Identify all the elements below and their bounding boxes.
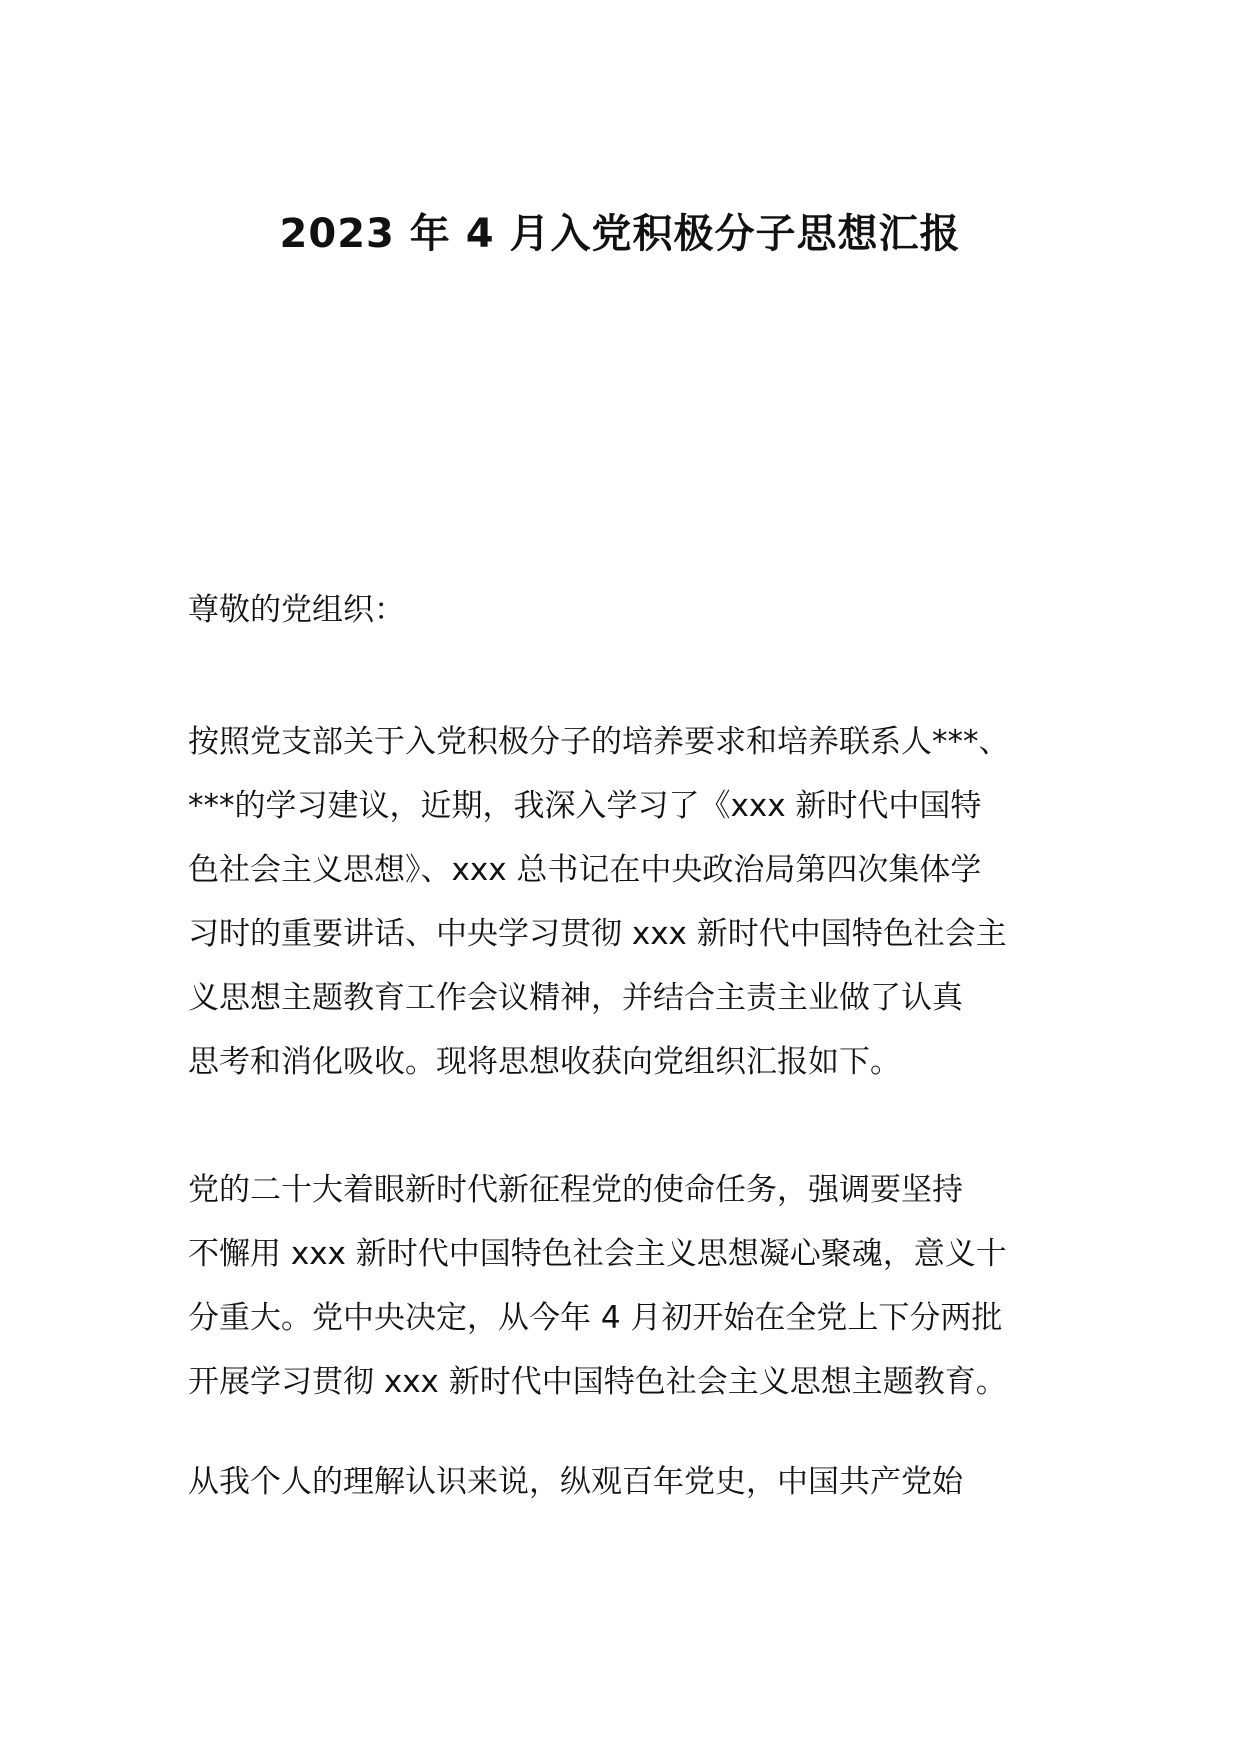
document-title: 2023 年 4 月入党积极分子思想汇报 bbox=[279, 211, 961, 257]
text-line: 色社会主义思想》、xxx 总书记在中央政治局第四次集体学 bbox=[188, 852, 982, 888]
salutation: 尊敬的党组织： bbox=[188, 592, 405, 628]
text-line: 党的二十大着眼新时代新征程党的使命任务，强调要坚持 bbox=[188, 1172, 963, 1208]
text-line: ***的学习建议，近期，我深入学习了《xxx 新时代中国特 bbox=[188, 788, 982, 824]
paragraph-2 bbox=[188, 1158, 1068, 1414]
text-line: 义思想主题教育工作会议精神，并结合主责主业做了认真 bbox=[188, 980, 963, 1016]
text-line: 分重大。党中央决定，从今年 4 月初开始在全党上下分两批 bbox=[188, 1300, 1003, 1336]
text-line: 按照党支部关于入党积极分子的培养要求和培养联系人***、 bbox=[188, 724, 1010, 760]
text-line: 习时的重要讲话、中央学习贯彻 xxx 新时代中国特色社会主 bbox=[188, 916, 1007, 952]
text-line: 思考和消化吸收。现将思想收获向党组织汇报如下。 bbox=[188, 1044, 901, 1080]
paragraph-1 bbox=[188, 710, 1068, 1094]
text-line: 开展学习贯彻 xxx 新时代中国特色社会主义思想主题教育。 bbox=[188, 1364, 1007, 1400]
text-line: 不懈用 xxx 新时代中国特色社会主义思想凝心聚魂，意义十 bbox=[188, 1236, 1007, 1272]
text-line: 从我个人的理解认识来说，纵观百年党史，中国共产党始 bbox=[188, 1464, 963, 1500]
paragraph-3 bbox=[188, 1450, 1068, 1514]
